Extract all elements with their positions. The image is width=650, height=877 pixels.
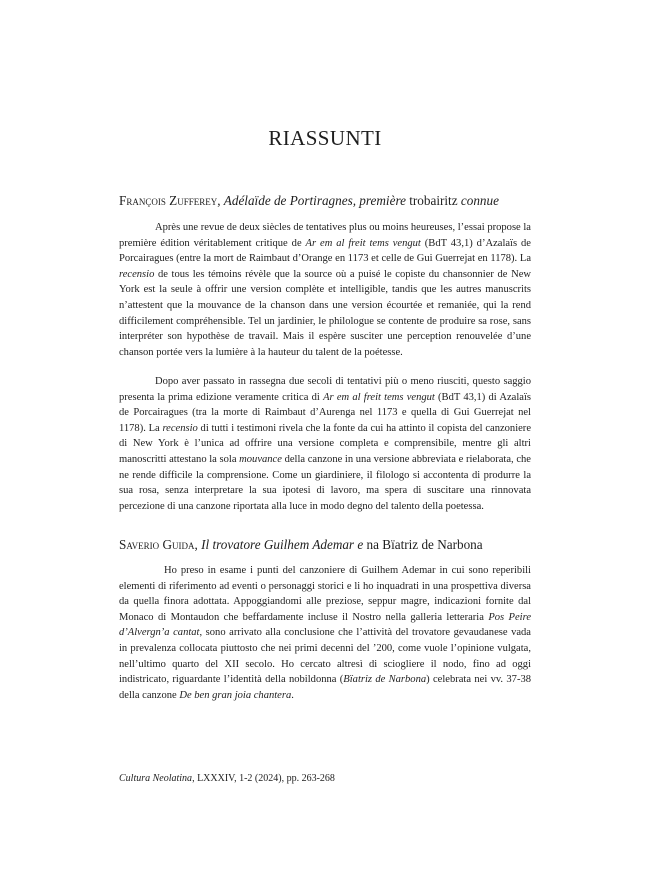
article-title-plain: na Bïatriz de Narbona — [363, 537, 483, 552]
author-name: François Zufferey — [119, 193, 218, 208]
poem-title: Ar em al freit tems vengut — [323, 391, 435, 403]
italic-term: recensio — [119, 268, 155, 280]
author-name: Saverio Guida — [119, 537, 195, 552]
paragraph-text: (BdT 43,1) d’Azalaïs de Porcairagues (entre la mort de Raimbaut d’Orange en 1173 et celle de Gui Guerrejat en 1178). La — [119, 237, 531, 265]
page-title: RIASSUNTI — [268, 126, 382, 150]
entry-heading-zufferey — [119, 193, 499, 209]
paragraph-text: Dopo aver passato in rassegna due secoli di tentativi più o meno riusciti, questo saggio presenta la prima edizione veramente critica di — [119, 376, 531, 403]
heading-comma: , — [217, 193, 224, 208]
journal-citation — [119, 773, 335, 784]
person-name: Bïatriz de Narbona — [343, 674, 427, 686]
paragraph-text: ) celebrata nei vv. 37-38 della canzone — [119, 674, 532, 701]
journal-name: Cultura Neolatina — [119, 773, 193, 784]
article-title-end: connue — [457, 193, 499, 208]
paragraph-text: . — [291, 689, 294, 701]
paragraph-text: della canzone in una versione abbreviata e rielaborata, che ne rende difficile la comprensione. Come un giardiniere, il filologo si accontenta di produrre la sua rosa, senza interpretare la sua ipotesi di lavoro, ma spera di suscitare una rinnovata percezione di una canzone riportata alla luce in modo degno del talento della poetessa. — [119, 453, 531, 512]
heading-comma: , — [194, 537, 202, 552]
paragraph-text: de tous les témoins révèle que la source où a puisé le copiste du chansonnier de New York est la seule à offrir une version complète et intelligible, tandis que les autres manuscrits n’attestent que la mouvance de la chanson dans une version écourtée et remaniée, qui la rend difficilement compréhensible. Tel un jardinier, le philologue se contente de produire sa rose, sans interpréter son hypothèse de travail. Mais il espère susciter une perception renouvelée d’une chanson portée vers la lumière à la hauteur du talent de la poétesse. — [119, 268, 531, 358]
italic-term: recensio — [162, 422, 198, 434]
poem-title: Ar em al freit tems vengut — [305, 237, 421, 249]
paragraph-text: (BdT 43,1) di Azalaïs de Porcairagues (tra la morte di Raimbaut d’Aurenga nel 1173 e quella di Gui Guerrejat nel 1178). La — [119, 391, 531, 434]
paragraph-text: Après une revue de deux siècles de tentatives plus ou moins heureuses, l’essai propose la première édition véritablement critique de — [119, 222, 531, 249]
abstract-paragraph-guida — [119, 563, 531, 703]
italic-term: mouvance — [239, 453, 282, 465]
article-title-plain: trobairitz — [405, 193, 458, 208]
poem-title: Pos Peire d’Alvergn’a cantat — [119, 611, 531, 639]
abstract-paragraph-french — [119, 220, 531, 360]
article-title: Il trovatore Guilhem Ademar e — [201, 537, 364, 552]
paragraph-text: Ho preso in esame i punti del canzoniere di Guilhem Ademar in cui sono reperibili elementi di riferimento ad eventi o personaggi storici e li ho inquadrati in una prospettiva diversa da quella finora adottata. Appoggiandomi alle preziose, seppur magre, indicazioni fornite dal Monaco di Montaudon che beffardamente incluse il Nostro nella galleria letteraria — [119, 565, 531, 623]
article-title: Adélaïde de Portiragnes, première — [223, 193, 406, 208]
paragraph-text: , sono arrivato alla conclusione che l’attività del trovatore gevaudanese vada in prevalenza collocata piuttosto che nei primi decenni del ’200, come vuole l’opinione vulgata, nell’ultimo quarto del XII secolo. Ho cercato altresì di sciogliere il nodo, fino ad oggi indistricato, riguardante l’identità della nobildonna ( — [119, 627, 531, 686]
poem-title: De ben gran joia chantera — [179, 689, 292, 701]
paragraph-text: di tutti i testimoni rivela che la fonte da cui ha attinto il copista del canzoniere di New York è l’unica ad offrire una versione completa e comprensibile, mentre gli altri manoscritti attestano la sola — [119, 422, 531, 465]
citation-details: , LXXXIV, 1-2 (2024), pp. 263-268 — [192, 773, 335, 784]
abstract-paragraph-italian — [119, 374, 531, 514]
entry-heading-guida — [119, 537, 483, 553]
